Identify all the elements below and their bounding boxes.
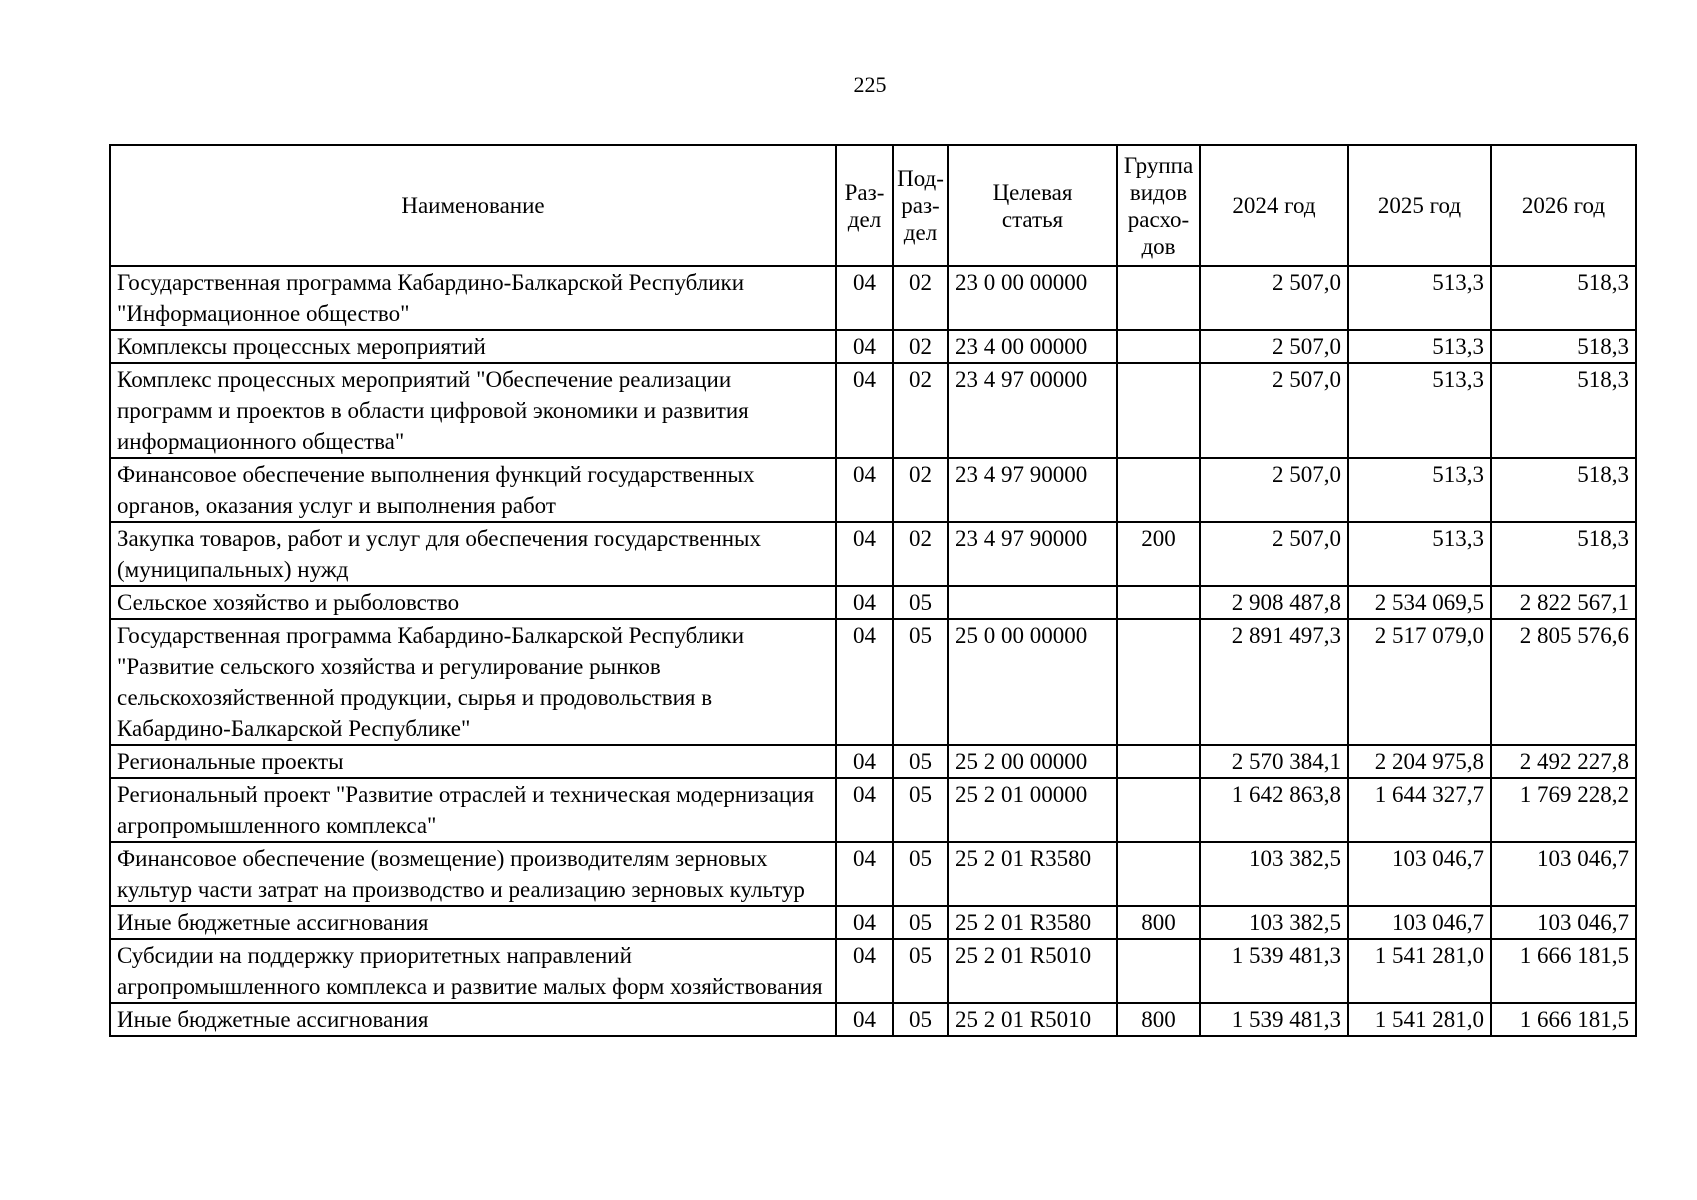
cell-2025: 2 204 975,8 [1348, 745, 1491, 778]
cell-name: Иные бюджетные ассигнования [110, 1003, 836, 1036]
cell-2024: 1 539 481,3 [1200, 1003, 1348, 1036]
cell-2024: 1 642 863,8 [1200, 778, 1348, 842]
cell-celevaya-statya: 25 2 01 R3580 [948, 842, 1117, 906]
cell-2025: 513,3 [1348, 458, 1491, 522]
cell-name: Иные бюджетные ассигнования [110, 906, 836, 939]
cell-2026: 518,3 [1491, 522, 1636, 586]
header-podrazdel: Под- раз- дел [893, 145, 948, 266]
cell-razdel: 04 [836, 330, 893, 363]
cell-celevaya-statya: 25 0 00 00000 [948, 619, 1117, 745]
table-row [110, 619, 1636, 745]
cell-name: Финансовое обеспечение (возмещение) производителям зерновых культур части затрат на производство и реализацию зерновых культур [110, 842, 836, 906]
cell-celevaya-statya: 25 2 01 R5010 [948, 939, 1117, 1003]
cell-2026: 2 805 576,6 [1491, 619, 1636, 745]
cell-2024: 2 891 497,3 [1200, 619, 1348, 745]
cell-celevaya-statya: 23 0 00 00000 [948, 266, 1117, 330]
cell-podrazdel: 05 [893, 778, 948, 842]
cell-razdel: 04 [836, 458, 893, 522]
cell-podrazdel: 05 [893, 939, 948, 1003]
cell-name: Комплексы процессных мероприятий [110, 330, 836, 363]
cell-2026: 1 666 181,5 [1491, 939, 1636, 1003]
cell-podrazdel: 05 [893, 586, 948, 619]
cell-name: Закупка товаров, работ и услуг для обеспечения государственных (муниципальных) нужд [110, 522, 836, 586]
table-row [110, 1003, 1636, 1036]
cell-gruppa-vidov-rashodov: 800 [1117, 1003, 1200, 1036]
cell-podrazdel: 02 [893, 266, 948, 330]
cell-podrazdel: 02 [893, 363, 948, 458]
table-row [110, 939, 1636, 1003]
cell-gruppa-vidov-rashodov: 200 [1117, 522, 1200, 586]
budget-table [109, 144, 1637, 1037]
cell-2025: 1 644 327,7 [1348, 778, 1491, 842]
table-row [110, 586, 1636, 619]
cell-razdel: 04 [836, 586, 893, 619]
cell-2026: 518,3 [1491, 363, 1636, 458]
cell-2024: 2 507,0 [1200, 266, 1348, 330]
cell-gruppa-vidov-rashodov [1117, 266, 1200, 330]
cell-2025: 103 046,7 [1348, 842, 1491, 906]
table-row [110, 745, 1636, 778]
cell-2024: 2 908 487,8 [1200, 586, 1348, 619]
cell-razdel: 04 [836, 778, 893, 842]
cell-2024: 103 382,5 [1200, 842, 1348, 906]
cell-name: Комплекс процессных мероприятий "Обеспечение реализации программ и проектов в области цифровой экономики и развития информационного общества" [110, 363, 836, 458]
table-row [110, 266, 1636, 330]
cell-gruppa-vidov-rashodov [1117, 745, 1200, 778]
cell-name: Региональный проект "Развитие отраслей и техническая модернизация агропромышленного комплекса" [110, 778, 836, 842]
header-gruppa-vidov-rashodov: Группа видов расхо- дов [1117, 145, 1200, 266]
cell-gruppa-vidov-rashodov: 800 [1117, 906, 1200, 939]
table-row [110, 458, 1636, 522]
cell-razdel: 04 [836, 522, 893, 586]
cell-razdel: 04 [836, 745, 893, 778]
cell-2024: 103 382,5 [1200, 906, 1348, 939]
cell-name: Государственная программа Кабардино-Балкарской Республики "Информационное общество" [110, 266, 836, 330]
header-name: Наименование [110, 145, 836, 266]
table-row [110, 522, 1636, 586]
cell-podrazdel: 05 [893, 745, 948, 778]
cell-2026: 518,3 [1491, 330, 1636, 363]
cell-celevaya-statya: 25 2 01 R3580 [948, 906, 1117, 939]
cell-razdel: 04 [836, 842, 893, 906]
page-number: 225 [853, 72, 887, 97]
cell-gruppa-vidov-rashodov [1117, 330, 1200, 363]
cell-2025: 513,3 [1348, 522, 1491, 586]
cell-gruppa-vidov-rashodov [1117, 778, 1200, 842]
cell-gruppa-vidov-rashodov [1117, 619, 1200, 745]
cell-gruppa-vidov-rashodov [1117, 586, 1200, 619]
cell-2025: 103 046,7 [1348, 906, 1491, 939]
cell-name: Финансовое обеспечение выполнения функций государственных органов, оказания услуг и выполнения работ [110, 458, 836, 522]
cell-2025: 2 534 069,5 [1348, 586, 1491, 619]
header-celevaya-statya: Целевая статья [948, 145, 1117, 266]
cell-razdel: 04 [836, 363, 893, 458]
table-row [110, 842, 1636, 906]
cell-podrazdel: 02 [893, 522, 948, 586]
cell-celevaya-statya: 23 4 97 00000 [948, 363, 1117, 458]
cell-2025: 513,3 [1348, 363, 1491, 458]
cell-celevaya-statya: 25 2 00 00000 [948, 745, 1117, 778]
cell-celevaya-statya: 23 4 97 90000 [948, 522, 1117, 586]
cell-2024: 2 507,0 [1200, 363, 1348, 458]
cell-2026: 2 822 567,1 [1491, 586, 1636, 619]
cell-podrazdel: 05 [893, 619, 948, 745]
cell-razdel: 04 [836, 906, 893, 939]
cell-2024: 1 539 481,3 [1200, 939, 1348, 1003]
cell-name: Региональные проекты [110, 745, 836, 778]
cell-2024: 2 507,0 [1200, 330, 1348, 363]
cell-2024: 2 507,0 [1200, 458, 1348, 522]
cell-name: Сельское хозяйство и рыболовство [110, 586, 836, 619]
table-row [110, 363, 1636, 458]
header-2024: 2024 год [1200, 145, 1348, 266]
cell-name: Государственная программа Кабардино-Балкарской Республики "Развитие сельского хозяйства и регулирование рынков сельскохозяйственной продукции, сырья и продовольствия в Кабардино-Балкарской Республике" [110, 619, 836, 745]
cell-gruppa-vidov-rashodov [1117, 939, 1200, 1003]
cell-podrazdel: 02 [893, 330, 948, 363]
cell-razdel: 04 [836, 1003, 893, 1036]
cell-razdel: 04 [836, 266, 893, 330]
table-header-row [110, 145, 1636, 266]
cell-celevaya-statya [948, 586, 1117, 619]
cell-podrazdel: 05 [893, 906, 948, 939]
cell-2026: 518,3 [1491, 266, 1636, 330]
header-2025: 2025 год [1348, 145, 1491, 266]
cell-podrazdel: 05 [893, 1003, 948, 1036]
cell-name: Субсидии на поддержку приоритетных направлений агропромышленного комплекса и развитие малых форм хозяйствования [110, 939, 836, 1003]
cell-celevaya-statya: 25 2 01 R5010 [948, 1003, 1117, 1036]
cell-gruppa-vidov-rashodov [1117, 458, 1200, 522]
cell-2025: 513,3 [1348, 266, 1491, 330]
cell-razdel: 04 [836, 619, 893, 745]
header-2026: 2026 год [1491, 145, 1636, 266]
cell-celevaya-statya: 23 4 00 00000 [948, 330, 1117, 363]
cell-2026: 1 769 228,2 [1491, 778, 1636, 842]
table-row [110, 778, 1636, 842]
cell-2024: 2 570 384,1 [1200, 745, 1348, 778]
cell-podrazdel: 02 [893, 458, 948, 522]
cell-2026: 103 046,7 [1491, 842, 1636, 906]
table-row [110, 330, 1636, 363]
cell-2026: 518,3 [1491, 458, 1636, 522]
cell-celevaya-statya: 23 4 97 90000 [948, 458, 1117, 522]
cell-razdel: 04 [836, 939, 893, 1003]
cell-2025: 1 541 281,0 [1348, 1003, 1491, 1036]
cell-gruppa-vidov-rashodov [1117, 363, 1200, 458]
cell-2026: 103 046,7 [1491, 906, 1636, 939]
cell-2025: 1 541 281,0 [1348, 939, 1491, 1003]
cell-celevaya-statya: 25 2 01 00000 [948, 778, 1117, 842]
cell-2026: 1 666 181,5 [1491, 1003, 1636, 1036]
table-row [110, 906, 1636, 939]
cell-2024: 2 507,0 [1200, 522, 1348, 586]
cell-2025: 513,3 [1348, 330, 1491, 363]
table-body [110, 266, 1636, 1036]
cell-gruppa-vidov-rashodov [1117, 842, 1200, 906]
header-razdel: Раз- дел [836, 145, 893, 266]
cell-2026: 2 492 227,8 [1491, 745, 1636, 778]
cell-podrazdel: 05 [893, 842, 948, 906]
cell-2025: 2 517 079,0 [1348, 619, 1491, 745]
